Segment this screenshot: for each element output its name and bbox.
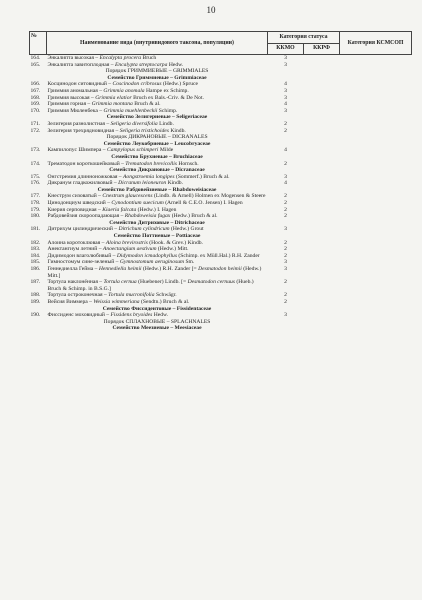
ksm-category bbox=[340, 259, 412, 266]
author-citation: Bruch bbox=[142, 55, 157, 61]
row-number: 175. bbox=[30, 173, 41, 180]
table-row bbox=[30, 81, 412, 88]
latin-name: Trematodon brevicollis bbox=[125, 160, 177, 167]
table-row bbox=[30, 292, 412, 299]
row-number: 176. bbox=[30, 180, 41, 187]
row-number: 166. bbox=[30, 81, 41, 88]
empty-cell bbox=[30, 319, 47, 326]
species-name bbox=[47, 101, 268, 108]
species-name bbox=[47, 259, 268, 266]
table-row bbox=[30, 312, 412, 319]
latin-name: Campylopus schimperi bbox=[106, 147, 159, 154]
family-heading: Семейство Меезиевые – Meesiaceae bbox=[112, 325, 202, 332]
ksm-category bbox=[340, 81, 412, 88]
kkmo-category: 2 bbox=[284, 252, 287, 259]
kkmo-category: 3 bbox=[284, 87, 287, 94]
family-heading: Семейство Брухиевые – Bruchiaceae bbox=[111, 153, 203, 160]
kkrf-category bbox=[304, 312, 340, 319]
row-number: 187. bbox=[30, 279, 41, 286]
row-number: 177. bbox=[30, 193, 41, 200]
species-table bbox=[29, 31, 412, 332]
species-name bbox=[47, 81, 268, 88]
table-row bbox=[30, 200, 412, 207]
ksm-category bbox=[340, 312, 412, 319]
header-no: № bbox=[30, 32, 47, 55]
author-citation: Bruch ex Bals.-Criv. & De Not. bbox=[133, 94, 204, 101]
empty-cell bbox=[30, 154, 47, 161]
row-number: 165. bbox=[30, 61, 41, 68]
empty-cell bbox=[268, 68, 412, 75]
kkrf-category bbox=[304, 147, 340, 154]
ksm-category bbox=[340, 174, 412, 181]
latin-name: Coscinodon cribrosus bbox=[112, 81, 162, 88]
russian-name: Кампилопус Шимпера – bbox=[47, 147, 106, 154]
russian-name: Алоина коротоклювая – bbox=[47, 239, 105, 246]
species-name bbox=[47, 312, 268, 319]
russian-name: Фиссиденс моховидный – bbox=[47, 312, 110, 319]
author-citation: (Hook. & Grev.) Kindb. bbox=[149, 239, 203, 246]
latin-name: Ditrichum cylindricum bbox=[118, 226, 170, 233]
latin-name: Tortula cernua bbox=[103, 279, 137, 286]
species-name bbox=[47, 62, 268, 69]
table-row bbox=[30, 161, 412, 168]
empty-cell bbox=[30, 233, 47, 240]
ksm-category bbox=[340, 253, 412, 260]
species-name bbox=[47, 292, 268, 299]
latin-name: Encalypta streptocarpa bbox=[114, 61, 168, 68]
kkmo-category: 3 bbox=[284, 61, 287, 68]
latin-name: Anoectangium aestivum bbox=[102, 246, 157, 253]
row-number: 170. bbox=[30, 107, 41, 114]
row-number: 190. bbox=[30, 312, 41, 319]
russian-name: Дитрихум цилиндрический – bbox=[47, 226, 118, 233]
header-kkmo: ККМО bbox=[268, 43, 304, 55]
family-heading-row bbox=[30, 114, 412, 121]
family-heading-row bbox=[30, 325, 412, 332]
species-name bbox=[47, 213, 268, 220]
empty-cell bbox=[268, 233, 412, 240]
author-citation: (Hedw.) Mitt. bbox=[157, 246, 189, 253]
latin-name: Grimmia muehlenbeckii bbox=[103, 107, 158, 114]
latin-name: Grimmia montana bbox=[91, 101, 133, 108]
family-heading: Семейство Гриммиевые – Grimmiaceae bbox=[107, 74, 207, 81]
author-citation: Milde bbox=[159, 147, 174, 154]
ksm-category bbox=[340, 101, 412, 108]
kkmo-category: 2 bbox=[284, 239, 287, 246]
kkmo-category: 4 bbox=[284, 81, 287, 88]
latin-name: Rhabdoweisia fugax bbox=[124, 213, 171, 220]
russian-name: Гриммия горная – bbox=[47, 101, 91, 108]
latin-name: Kiaeria falcata bbox=[102, 206, 137, 213]
order-heading-row bbox=[30, 134, 412, 141]
kkmo-category: 2 bbox=[284, 213, 287, 220]
ksm-category bbox=[340, 207, 412, 214]
species-name bbox=[47, 88, 268, 95]
row-number: 184. bbox=[30, 252, 41, 259]
kkmo-category: 3 bbox=[284, 173, 287, 180]
table-row bbox=[30, 121, 412, 128]
kkmo-category: 3 bbox=[284, 312, 287, 319]
latin-name: Cynodontium suecicum bbox=[111, 200, 164, 207]
latin-name: Seligeria diversifolia bbox=[110, 120, 158, 127]
russian-name: Энкалипта завитоплодная – bbox=[47, 61, 114, 68]
empty-cell bbox=[30, 167, 47, 174]
row-number: 185. bbox=[30, 259, 41, 266]
kkrf-category bbox=[304, 62, 340, 69]
author-citation: Bruch & al. bbox=[134, 101, 161, 108]
kkrf-category bbox=[304, 121, 340, 128]
empty-cell bbox=[268, 134, 412, 141]
kkrf-category bbox=[304, 259, 340, 266]
empty-cell bbox=[268, 141, 412, 148]
species-name bbox=[47, 95, 268, 102]
russian-name: Цинодонциум шведский – bbox=[47, 200, 111, 207]
author-citation: (Hedw.) R.H. Zander [= bbox=[142, 266, 197, 272]
header-name: Наименование вида (внутривидового таксона, популяции) bbox=[47, 32, 268, 55]
family-heading: Семейство Леукобриевые – Leucobryaceae bbox=[103, 140, 211, 147]
russian-name: Дикранум гладкожилковый – bbox=[47, 180, 117, 187]
table-row bbox=[30, 147, 412, 154]
order-heading: Порядок ГРИММИЕВЫЕ – GRIMMIALES bbox=[105, 68, 209, 75]
row-number: 164. bbox=[30, 55, 41, 61]
empty-cell bbox=[30, 325, 47, 332]
russian-name: Тортула остроконечная – bbox=[47, 292, 107, 299]
species-name bbox=[47, 55, 268, 62]
kkrf-category bbox=[304, 174, 340, 181]
author-citation: (Hedw.) Grout bbox=[171, 226, 204, 233]
author-citation: Hedw. bbox=[168, 61, 184, 68]
header-kkrf: ККРФ bbox=[304, 43, 340, 55]
ksm-category bbox=[340, 108, 412, 115]
family-heading: Семейство Рабдовейзиевые – Rhabdoweisiaceae bbox=[97, 186, 217, 193]
table-row bbox=[30, 101, 412, 108]
species-name bbox=[47, 180, 268, 187]
row-number: 180. bbox=[30, 213, 41, 220]
kkmo-category: 2 bbox=[284, 298, 287, 305]
species-name bbox=[47, 299, 268, 306]
empty-cell bbox=[30, 75, 47, 82]
family-heading-row bbox=[30, 141, 412, 148]
russian-name: Косцинодон ситовидный – bbox=[47, 81, 112, 88]
ksm-category bbox=[340, 240, 412, 247]
kkmo-category: 2 bbox=[284, 200, 287, 207]
row-number: 183. bbox=[30, 246, 41, 253]
kkmo-category: 3 bbox=[284, 107, 287, 114]
russian-name: Кнеструм сизоватый – bbox=[47, 193, 101, 200]
row-number: 172. bbox=[30, 127, 41, 134]
row-number: 181. bbox=[30, 226, 41, 233]
table-row bbox=[30, 55, 412, 62]
latin-name: Tortula mucronifolia bbox=[108, 292, 155, 299]
russian-name: Трематодон короткошейковый – bbox=[47, 160, 124, 167]
russian-name: Тортула наклонённая – bbox=[47, 279, 103, 286]
kkrf-category bbox=[304, 180, 340, 187]
author-citation: Schimp. bbox=[158, 107, 178, 114]
empty-cell bbox=[30, 141, 47, 148]
russian-name: Зелигерия разнолистная – bbox=[47, 120, 110, 127]
row-number: 173. bbox=[30, 147, 41, 154]
ksm-category bbox=[340, 55, 412, 62]
table-row bbox=[30, 108, 412, 115]
order-heading-row bbox=[30, 68, 412, 75]
kkmo-category: 2 bbox=[284, 127, 287, 134]
latin-name: Seligeria tristichoides bbox=[119, 127, 169, 134]
ksm-category bbox=[340, 266, 412, 279]
kkmo-category: 4 bbox=[284, 101, 287, 108]
kkrf-category bbox=[304, 253, 340, 260]
kkmo-category: 3 bbox=[284, 259, 287, 266]
ksm-category bbox=[340, 121, 412, 128]
author-citation: Hornsch. bbox=[178, 160, 199, 167]
latin-name: Weissia wimmeriana bbox=[93, 298, 140, 305]
latin-name: Aloina brevirostris bbox=[105, 239, 148, 246]
latin-name: Fissidens bryoides bbox=[110, 312, 153, 319]
ksm-category bbox=[340, 246, 412, 253]
russian-name: Вейсия Виммера – bbox=[47, 298, 92, 305]
kkrf-category bbox=[304, 88, 340, 95]
ksm-category bbox=[340, 200, 412, 207]
table-header bbox=[30, 32, 412, 55]
empty-cell bbox=[268, 319, 412, 326]
latin-name: Didymodon icmadophyllus bbox=[116, 252, 178, 259]
kkrf-category bbox=[304, 55, 340, 62]
author-citation: Schwägr. bbox=[155, 292, 177, 299]
kkrf-category bbox=[304, 240, 340, 247]
ksm-category bbox=[340, 213, 412, 220]
species-name bbox=[47, 266, 268, 279]
kkrf-category bbox=[304, 292, 340, 299]
kkmo-category: 2 bbox=[284, 120, 287, 127]
ksm-category bbox=[340, 226, 412, 233]
empty-cell bbox=[268, 187, 412, 194]
kkrf-category bbox=[304, 95, 340, 102]
empty-cell bbox=[268, 167, 412, 174]
table-row bbox=[30, 226, 412, 233]
empty-cell bbox=[30, 187, 47, 194]
species-name bbox=[47, 246, 268, 253]
order-heading: Порядок ДИКРАНОВЫЕ – DICRANALES bbox=[106, 134, 208, 141]
empty-cell bbox=[268, 220, 412, 227]
russian-name: Рабдовейзия скороопадающая – bbox=[47, 213, 124, 220]
empty-cell bbox=[30, 68, 47, 75]
kkrf-category bbox=[304, 101, 340, 108]
kkrf-category bbox=[304, 246, 340, 253]
table-row bbox=[30, 88, 412, 95]
empty-cell bbox=[30, 306, 47, 313]
kkmo-category: 3 bbox=[284, 55, 287, 61]
family-heading-row bbox=[30, 233, 412, 240]
latin-name: Desmatodon cernuus bbox=[187, 279, 235, 286]
table-row bbox=[30, 95, 412, 102]
latin-name: Grimmia elatior bbox=[95, 94, 132, 101]
kkmo-category: 3 bbox=[284, 226, 287, 233]
author-citation: (Hedw.) I. Hagen bbox=[137, 206, 177, 213]
author-citation: Hampe ex Schimp. bbox=[146, 87, 189, 94]
table-row bbox=[30, 266, 412, 279]
empty-cell bbox=[268, 306, 412, 313]
row-number: 174. bbox=[30, 160, 41, 167]
kkrf-category bbox=[304, 161, 340, 168]
row-number: 167. bbox=[30, 87, 41, 94]
author-citation: (Sendtn.) Bruch & al. bbox=[141, 298, 190, 305]
kkmo-category: 2 bbox=[284, 292, 287, 299]
ksm-category bbox=[340, 279, 412, 292]
russian-name: Анектангиум летний – bbox=[47, 246, 102, 253]
kkrf-category bbox=[304, 193, 340, 200]
table-row bbox=[30, 180, 412, 187]
table-row bbox=[30, 279, 412, 292]
kkrf-category bbox=[304, 81, 340, 88]
ksm-category bbox=[340, 292, 412, 299]
russian-name: Гимностомум сине-зеленый – bbox=[47, 259, 119, 266]
latin-name: Cnestrum glaucescens bbox=[102, 193, 153, 200]
row-number: 189. bbox=[30, 298, 41, 305]
kkmo-category: 2 bbox=[284, 246, 287, 253]
species-name bbox=[47, 279, 268, 292]
ksm-category bbox=[340, 193, 412, 200]
russian-name: Гриммия высокая – bbox=[47, 94, 94, 101]
kkmo-category: 3 bbox=[284, 266, 287, 272]
empty-cell bbox=[268, 75, 412, 82]
empty-cell bbox=[30, 114, 47, 121]
family-heading: Семейство Зелигериевые – Seligeriaceae bbox=[106, 114, 208, 121]
ksm-category bbox=[340, 62, 412, 69]
header-status-group: Категория статуса bbox=[268, 32, 340, 44]
kkrf-category bbox=[304, 200, 340, 207]
latin-name: Aongstroemia longipes bbox=[123, 173, 175, 180]
russian-name: Гриммия Мюленбека – bbox=[47, 107, 103, 114]
order-heading: Порядок СПЛАХНОВЫЕ – SPLACHNALES bbox=[103, 318, 211, 325]
row-number: 188. bbox=[30, 292, 41, 299]
latin-name: Encalypta procera bbox=[99, 55, 142, 61]
table-row bbox=[30, 62, 412, 69]
ksm-category bbox=[340, 95, 412, 102]
author-citation: (Hueb.) Bruch & Schimp. in B.S.G.] bbox=[47, 279, 254, 292]
latin-name: Hennediella heimii bbox=[98, 266, 142, 272]
family-heading: Семейство Дитриховые – Ditrichaceae bbox=[109, 219, 205, 226]
page-number: 10 bbox=[206, 5, 216, 15]
ksm-category bbox=[340, 180, 412, 187]
author-citation: (Schimp. ex Müll.Hal.) R.H. Zander bbox=[178, 252, 260, 259]
row-number: 168. bbox=[30, 94, 41, 101]
russian-name: Геннедиелла Гейма – bbox=[47, 266, 98, 272]
kkrf-category bbox=[304, 128, 340, 135]
russian-name: Дидимодон влаголюбивый – bbox=[47, 252, 116, 259]
header-ksm: Категория КСМСОП bbox=[340, 32, 412, 55]
row-number: 171. bbox=[30, 120, 41, 127]
kkmo-category: 2 bbox=[284, 160, 287, 167]
author-citation: (Hedw.) Bruch & al. bbox=[171, 213, 218, 220]
row-number: 186. bbox=[30, 266, 41, 272]
table-row bbox=[30, 128, 412, 135]
table-body bbox=[30, 55, 412, 332]
author-citation: (Sommerf.) Bruch & al. bbox=[175, 173, 230, 180]
family-heading-row bbox=[30, 167, 412, 174]
kkrf-category bbox=[304, 226, 340, 233]
russian-name: Гриммия аномальная – bbox=[47, 87, 103, 94]
ksm-category bbox=[340, 147, 412, 154]
author-citation: Hedw. bbox=[153, 312, 169, 319]
kkmo-category: 3 bbox=[284, 94, 287, 101]
author-citation: (Lindb. & Arnell) Holmen ex Mogensen & Steere bbox=[153, 193, 266, 200]
ksm-category bbox=[340, 128, 412, 135]
species-name bbox=[47, 200, 268, 207]
author-citation: (Arnell & C.E.O. Jensen) I. Hagen bbox=[165, 200, 243, 207]
kkmo-category: 4 bbox=[284, 180, 287, 187]
author-citation: (Hedw.) Spruce bbox=[162, 81, 199, 88]
author-citation: (Huebener) Lindb. [= bbox=[138, 279, 187, 286]
family-heading: Семейство Поттиевые – Pottiaceae bbox=[113, 233, 201, 240]
latin-name: Gymnostomum aeruginosum bbox=[119, 259, 185, 266]
russian-name: Киерия серповидная – bbox=[47, 206, 101, 213]
kkrf-category bbox=[304, 266, 340, 279]
author-citation: Lindb. bbox=[159, 120, 174, 127]
row-number: 182. bbox=[30, 239, 41, 246]
row-number: 169. bbox=[30, 101, 41, 108]
table-row bbox=[30, 213, 412, 220]
row-number: 178. bbox=[30, 200, 41, 207]
empty-cell bbox=[30, 220, 47, 227]
russian-name: Энкалипта высокая – bbox=[47, 55, 99, 61]
kkmo-category: 2 bbox=[284, 279, 287, 286]
russian-name: Зелигерия трехрядновидная – bbox=[47, 127, 119, 134]
species-name bbox=[47, 128, 268, 135]
kkrf-category bbox=[304, 207, 340, 214]
author-citation: Sm. bbox=[185, 259, 195, 266]
family-heading-row bbox=[30, 154, 412, 161]
kkmo-category: 4 bbox=[284, 147, 287, 154]
empty-cell bbox=[30, 134, 47, 141]
author-citation: Kindb. bbox=[170, 127, 186, 134]
author-citation: (Hedw.) Mitt.] bbox=[47, 266, 262, 279]
table-row bbox=[30, 259, 412, 266]
family-heading: Семейство Дикрановые – Dicranaceae bbox=[109, 167, 205, 174]
ksm-category bbox=[340, 88, 412, 95]
kkrf-category bbox=[304, 213, 340, 220]
kkrf-category bbox=[304, 299, 340, 306]
latin-name: Grimmia anomala bbox=[103, 87, 145, 94]
species-name bbox=[47, 147, 268, 154]
row-number: 179. bbox=[30, 206, 41, 213]
family-heading: Семейство Фиссидентовые – Fissidentaceae bbox=[102, 305, 212, 312]
kkrf-category bbox=[304, 279, 340, 292]
ksm-category bbox=[340, 161, 412, 168]
latin-name: Desmatodon heimii bbox=[198, 266, 242, 272]
species-name bbox=[47, 121, 268, 128]
ksm-category bbox=[340, 299, 412, 306]
kkrf-category bbox=[304, 108, 340, 115]
latin-name: Dicranum leioneuron bbox=[118, 180, 167, 187]
table-row bbox=[30, 299, 412, 306]
empty-cell bbox=[268, 325, 412, 332]
empty-cell bbox=[268, 114, 412, 121]
kkmo-category: 2 bbox=[284, 193, 287, 200]
russian-name: Онгстремия длинноножковая – bbox=[47, 173, 122, 180]
author-citation: Kindb. bbox=[167, 180, 183, 187]
table-row bbox=[30, 246, 412, 253]
empty-cell bbox=[268, 154, 412, 161]
order-heading-row bbox=[30, 319, 412, 326]
kkmo-category: 2 bbox=[284, 206, 287, 213]
